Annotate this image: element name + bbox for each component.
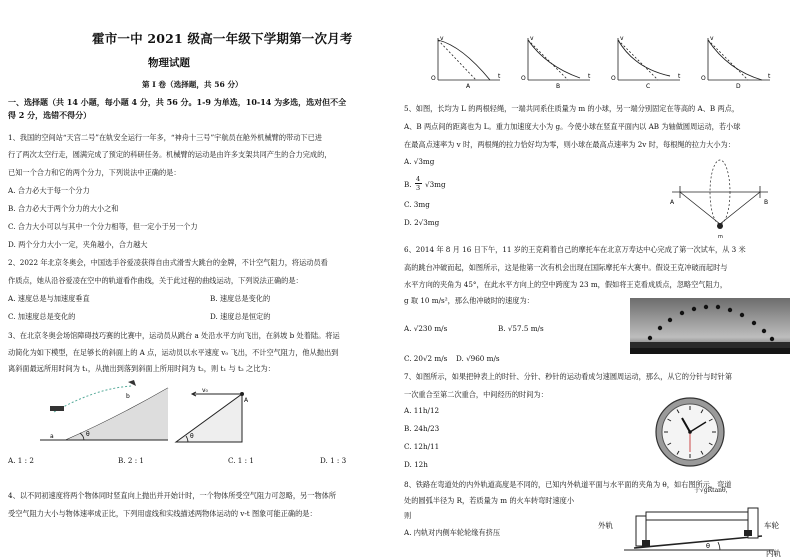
q1-option-a: A. 合力必大于每一个分力	[8, 186, 90, 195]
vt-b-label: B	[556, 83, 561, 90]
vt-b-axis-v: v	[530, 35, 534, 42]
q8-fig-label-outer-rail: 外轨	[598, 521, 613, 530]
q5-option-c: C. 3mg	[404, 200, 430, 209]
q5-stem-1: 5、如图，长均为 L 的两根轻绳，一端共同系住质量为 m 的小球，另一端分别固定在等高的 A、B 两点，	[404, 104, 740, 113]
left-column	[0, 0, 396, 560]
q3-ski-slope-figure	[36, 378, 172, 444]
q3-option-b: B. 2 : 1	[118, 456, 144, 465]
q6-option-c: C. 20√2 m/s	[404, 354, 448, 363]
vt-d-axis-t: t	[768, 73, 771, 80]
q5-option-d: D. 2√3mg	[404, 218, 440, 227]
q8-stem-3: 则	[404, 511, 412, 520]
q4-vt-graphs	[428, 32, 788, 90]
q1-option-b: B. 合力必大于两个分力的大小之和	[8, 204, 119, 213]
q7-clock-figure	[654, 396, 726, 468]
q3-fig-label-b: b	[126, 393, 130, 400]
q6-option-a: A. √230 m/s	[404, 324, 448, 333]
q7-option-b: B. 24h/23	[404, 424, 440, 433]
q3-fig2-label-theta: θ	[190, 433, 194, 440]
q5-fig-label-a: A	[670, 199, 675, 206]
q2-stem-2: 作质点，她从沿谷爱凌在空中的轨道看作曲线，关于此过程的曲线运动，下列说法正确的是：	[8, 276, 303, 285]
q8-stem-1: 8、铁路在弯道处的内外轨道高度是不同的，已知内外轨道平面与水平面的夹角为 θ，如右图所示，弯道	[404, 480, 732, 489]
q8-fig-label-theta: θ	[706, 542, 710, 550]
vt-b-origin: O	[521, 75, 526, 82]
q5-stem-2: A、B 两点间的距离也为 L。重力加速度大小为 g。今使小球在竖直平面内以 AB 为轴做圆周运动，若小球	[404, 122, 741, 131]
q2-stem-1: 2、2022 年北京冬奥会，中国选手谷爱凌获得自由式滑雪大跳台的金牌，不计空气阻力，将运动员看	[8, 258, 328, 267]
vt-c-origin: O	[611, 75, 616, 82]
q6-option-d: D. √960 m/s	[456, 354, 500, 363]
vt-b-axis-t: t	[588, 73, 591, 80]
vt-c-axis-v: v	[620, 35, 624, 42]
q5-option-b-num: 4	[416, 175, 421, 183]
q7-option-d: D. 12h	[404, 460, 428, 469]
vt-c-label: C	[646, 83, 651, 90]
q7-stem-2: 一次重合至第二次重合，中间经历的时间为：	[404, 390, 548, 399]
vt-d-axis-v: v	[710, 35, 714, 42]
q3-fig2-label-a: A	[244, 397, 249, 404]
q1-stem-2: 行了两次太空行走，圆满完成了预定的科研任务。机械臂的运动是由许多支架共同产生的合力完成的，	[8, 150, 332, 159]
q3-stem-2: 动简化为如下模型，在足够长的斜面上的 A 点，运动员以水平速度 v₀ 飞出，不计空气阻力，他从抛出到	[8, 348, 339, 357]
q3-option-d: D. 1 : 3	[320, 456, 347, 465]
q8-stem-2: 处的圆弧半径为 R，若质量为 m 的火车转弯时速度小	[404, 496, 575, 505]
vt-graph-a	[431, 35, 501, 90]
q6-stem-1: 6、2014 年 8 月 16 日下午，11 岁的王克莉着自己的摩托车在北京万寿达中心完成了第一次试车，从 3 米	[404, 245, 746, 254]
q6-option-b: B. √57.5 m/s	[498, 324, 544, 333]
q5-circle-figure	[660, 156, 780, 240]
vt-a-label: A	[466, 83, 471, 90]
right-column	[398, 0, 794, 560]
vt-a-axis-v: v	[440, 35, 444, 42]
q3-fig2-label-v0: v₀	[202, 388, 208, 394]
q8-fig-label-wheel: 车轮	[764, 521, 779, 530]
q6-stem-3: 水平方向的夹角为 45°，在此水平方向上的空中跨度为 23 m，假如将王克看成质点，忽略空气阻力，	[404, 280, 728, 289]
q4-stem-1: 4、以不同初速度将两个物体同时竖直向上抛出并开始计时，一个物体所受空气阻力可忽略，另一物体所	[8, 491, 337, 500]
q3-stem-1: 3、在北京冬奥会场馆障碍技巧赛的比赛中，运动员从跳台 a 处沿水平方向飞出，在斜坡 b 处着陆。将运	[8, 331, 340, 340]
q2-option-b: B. 速度总是变化的	[210, 294, 271, 303]
subject-title: 物理试题	[148, 57, 190, 69]
q6-stem-2: 高的跳台冲破而起，如图所示，这是他第一次有机会出现在国际摩托车大赛中。假设王克冲破而起时与	[404, 263, 728, 272]
section-heading-2: 得 2 分，选错不得分）	[8, 110, 92, 120]
q8-fig-label-inner-rail: 内轨	[766, 549, 781, 558]
q8-stem-2-condition: 于√gRtanθ，	[694, 487, 732, 494]
vt-c-axis-t: t	[678, 73, 681, 80]
q1-stem-1: 1、我国的空间站“天宫二号”在轨安全运行一年多，“神舟十三号”宇航员在舱外机械臂的带动下已进	[8, 133, 322, 142]
q7-stem-1: 7、如图所示，如果把钟表上的时针、分针、秒针的运动看成匀速圆周运动，那么，从它的分针与时针第	[404, 372, 733, 381]
vt-d-origin: O	[701, 75, 706, 82]
q3-stem-3: 离斜面最远所用时间为 t₁，从抛出到落到斜面上所用时间为 t₂，则 t₁ 与 t₂ 之比为：	[8, 364, 275, 373]
q1-option-c: C. 合力大小可以与其中一个分力相等，但一定小于另一个力	[8, 222, 198, 231]
q2-option-a: A. 速度总是与加速度垂直	[8, 294, 90, 303]
part-title: 第 I 卷（选择题，共 56 分）	[142, 80, 243, 89]
q3-fig-label-a: a	[50, 433, 54, 440]
q3-incline-figure	[172, 388, 252, 446]
q3-fig-label-theta: θ	[86, 431, 90, 438]
q5-stem-3: 在最高点速率为 v 时，两根绳的拉力恰好均为零，则小球在最高点速率为 2v 时，每根绳的拉力大小为：	[404, 140, 735, 149]
vt-graph-d	[701, 35, 771, 90]
q3-option-c: C. 1 : 1	[228, 456, 254, 465]
q7-option-a: A. 11h/12	[404, 406, 440, 415]
q1-stem-3: 已知一个合力和它的两个分力，下列说法中正确的是：	[8, 168, 181, 177]
q4-stem-2: 受空气阻力大小与物体速率成正比，下列用虚线和实线描述两物体运动的 v-t 图象可能正确的是：	[8, 509, 317, 518]
vt-graph-b	[521, 35, 591, 90]
section-heading-1: 一、选择题（共 14 小题，每小题 4 分，共 56 分。1-9 为单选，10-14 为多选，选对但不全	[8, 97, 347, 107]
q8-rail-figure	[594, 496, 790, 558]
q6-motorcycle-photo	[630, 298, 790, 354]
q2-option-d: D. 速度总是恒定的	[210, 312, 271, 321]
vt-d-label: D	[736, 83, 741, 90]
q3-option-a: A. 1 : 2	[8, 456, 34, 465]
vt-a-axis-t: t	[498, 73, 501, 80]
q5-option-b-prefix: B.	[404, 180, 412, 189]
q5-option-b-rest: √3mg	[425, 180, 446, 189]
vt-graph-c	[611, 35, 681, 90]
q2-option-c: C. 加速度总是变化的	[8, 312, 76, 321]
q5-option-a: A. √3mg	[404, 157, 435, 166]
q5-fig-label-m: m	[718, 234, 723, 240]
q6-stem-4: g 取 10 m/s²，那么他冲破时的速度为：	[404, 296, 534, 305]
exam-title: 霍市一中 2021 级高一年级下学期第一次月考	[92, 31, 353, 46]
vt-a-origin: O	[431, 75, 436, 82]
q1-option-d: D. 两个分力大小一定，夹角越小，合力越大	[8, 240, 148, 249]
q7-option-c: C. 12h/11	[404, 442, 440, 451]
q5-option-b-den: 3	[416, 184, 421, 192]
q8-option-a: A. 内轨对内侧车轮轮缘有挤压	[404, 528, 501, 537]
q5-fig-label-b: B	[764, 199, 769, 206]
